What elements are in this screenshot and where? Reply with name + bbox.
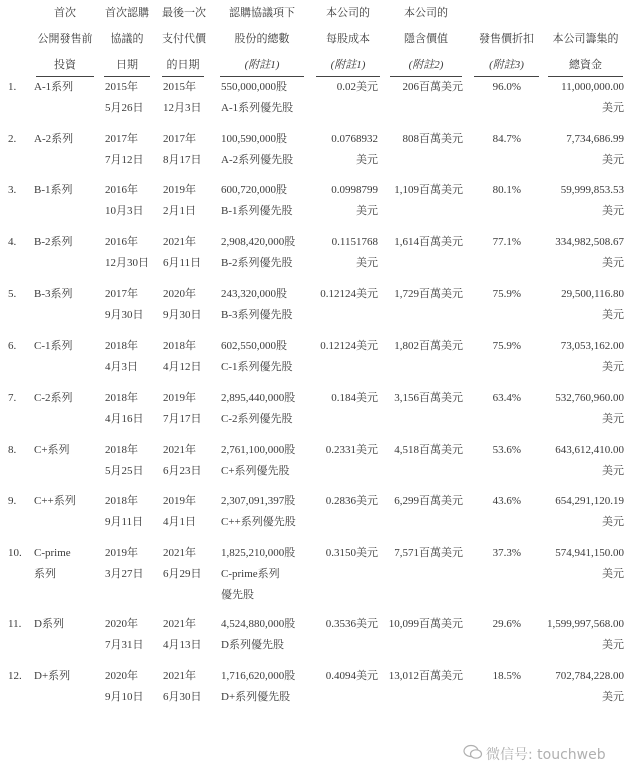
cell-series: C++系列 [34, 495, 76, 507]
cell-num: 7. [8, 392, 17, 404]
cell-series: D+系列 [34, 670, 71, 682]
cell-first: 2020年 [105, 670, 138, 682]
cell-amount: 美元 [602, 465, 624, 477]
column-header [390, 0, 462, 80]
header-line: 首次 [54, 7, 76, 19]
cell-value: 1,802百萬美元 [394, 340, 463, 352]
cell-series: B-2系列 [34, 236, 73, 248]
cell-discount: 37.3% [492, 547, 521, 559]
cell-num: 8. [8, 444, 17, 456]
cell-series: B-3系列 [34, 288, 73, 300]
cell-num: 3. [8, 184, 17, 196]
cell-shares: C-1系列優先股 [221, 361, 293, 373]
cell-num: 11. [8, 618, 22, 630]
cell-last: 2019年 [163, 392, 196, 404]
header-line: 協議的 [110, 33, 144, 45]
cell-amount: 702,784,228.00 [555, 670, 624, 682]
cell-first: 12月30日 [105, 257, 149, 269]
cell-shares: C+系列優先股 [221, 465, 290, 477]
cell-cost: 0.4094美元 [325, 670, 378, 682]
column-header [474, 0, 539, 80]
header-note: (附註1) [244, 59, 280, 71]
cell-amount: 美元 [602, 361, 624, 373]
cell-last: 2021年 [163, 444, 196, 456]
cell-amount: 1,599,997,568.00 [547, 618, 624, 630]
cell-num: 4. [8, 236, 17, 248]
header-note: (附註3) [489, 59, 524, 71]
cell-last: 2019年 [163, 184, 196, 196]
cell-shares: 4,524,880,000股 [221, 618, 296, 630]
header-line: 的日期 [166, 59, 200, 71]
cell-amount: 334,982,508.67 [555, 236, 624, 248]
cell-shares: B-2系列優先股 [221, 257, 293, 269]
column-header [104, 0, 150, 80]
cell-amount: 美元 [602, 516, 624, 528]
header-line [316, 52, 380, 78]
cell-last: 2019年 [163, 495, 196, 507]
cell-first: 2018年 [105, 495, 138, 507]
cell-discount: 53.6% [492, 444, 521, 456]
cell-last: 9月30日 [163, 309, 202, 321]
cell-cost: 美元 [356, 154, 378, 166]
cell-value: 206百萬美元 [402, 81, 463, 93]
cell-shares: 100,590,000股 [221, 133, 287, 145]
cell-value: 1,109百萬美元 [394, 184, 463, 196]
cell-value: 7,571百萬美元 [394, 547, 463, 559]
cell-cost: 美元 [356, 257, 378, 269]
cell-amount: 美元 [602, 205, 624, 217]
header-line: 公開發售前 [37, 33, 93, 45]
column-header [220, 0, 304, 80]
watermark-text: 微信号: touchweb [486, 747, 606, 763]
cell-num: 5. [8, 288, 17, 300]
cell-shares: 1,716,620,000股 [221, 670, 296, 682]
cell-discount: 84.7% [492, 133, 521, 145]
cell-first: 9月10日 [105, 691, 144, 703]
header-line: 發售價折扣 [479, 33, 534, 45]
cell-series: D系列 [34, 618, 64, 630]
cell-shares: 243,320,000股 [221, 288, 287, 300]
cell-amount: 美元 [602, 413, 624, 425]
cell-last: 6月11日 [163, 257, 202, 269]
cell-first: 2017年 [105, 133, 138, 145]
cell-amount: 美元 [602, 691, 624, 703]
cell-series: C-2系列 [34, 392, 73, 404]
cell-value: 10,099百萬美元 [388, 618, 463, 630]
cell-first: 5月25日 [105, 465, 144, 477]
cell-num: 1. [8, 81, 17, 93]
column-header [316, 0, 380, 80]
cell-cost: 美元 [356, 205, 378, 217]
cell-discount: 75.9% [492, 288, 521, 300]
cell-shares: A-2系列優先股 [221, 154, 294, 166]
cell-first: 5月26日 [105, 102, 144, 114]
cell-shares: C-prime系列 [221, 568, 280, 580]
header-line [390, 52, 462, 78]
cell-shares: C++系列優先股 [221, 516, 296, 528]
cell-amount: 美元 [602, 154, 624, 166]
header-line [220, 52, 304, 78]
cell-last: 2015年 [163, 81, 196, 93]
cell-amount: 美元 [602, 309, 624, 321]
cell-discount: 63.4% [492, 392, 521, 404]
cell-value: 13,012百萬美元 [388, 670, 463, 682]
cell-first: 7月31日 [105, 639, 144, 651]
cell-value: 3,156百萬美元 [394, 392, 463, 404]
cell-cost: 0.0768932 [331, 133, 378, 145]
header-line: 總資金 [569, 59, 602, 71]
cell-first: 2015年 [105, 81, 138, 93]
column-header [162, 0, 204, 80]
header-line: 支付代價 [162, 33, 206, 45]
cell-amount: 11,000,000.00 [561, 81, 624, 93]
cell-amount: 643,612,410.00 [555, 444, 624, 456]
cell-last: 4月12日 [163, 361, 202, 373]
cell-last: 6月29日 [163, 568, 202, 580]
header-line: 本公司的 [404, 7, 448, 19]
cell-first: 2018年 [105, 340, 138, 352]
cell-first: 9月30日 [105, 309, 144, 321]
cell-amount: 574,941,150.00 [555, 547, 624, 559]
cell-cost: 0.3536美元 [325, 618, 378, 630]
column-header [548, 0, 623, 80]
cell-discount: 75.9% [492, 340, 521, 352]
header-line: 本公司籌集的 [552, 33, 619, 45]
cell-shares: B-3系列優先股 [221, 309, 293, 321]
cell-shares: 602,550,000股 [221, 340, 287, 352]
cell-last: 2021年 [163, 670, 196, 682]
cell-amount: 美元 [602, 639, 624, 651]
cell-shares: 1,825,210,000股 [221, 547, 296, 559]
header-note: (附註2) [408, 59, 444, 71]
cell-shares: C-2系列優先股 [221, 413, 293, 425]
cell-last: 2021年 [163, 236, 196, 248]
watermark [463, 744, 606, 764]
cell-first: 7月12日 [105, 154, 144, 166]
cell-shares: B-1系列優先股 [221, 205, 293, 217]
cell-value: 1,729百萬美元 [394, 288, 463, 300]
cell-shares: 2,908,420,000股 [221, 236, 296, 248]
cell-discount: 80.1% [492, 184, 521, 196]
cell-series: C+系列 [34, 444, 70, 456]
header-line: 日期 [116, 59, 138, 71]
header-line: 股份的總數 [234, 33, 290, 45]
cell-last: 12月3日 [163, 102, 202, 114]
cell-last: 2017年 [163, 133, 196, 145]
header-line: 本公司的 [326, 7, 370, 19]
cell-first: 2018年 [105, 392, 138, 404]
cell-series: 系列 [34, 568, 56, 580]
cell-num: 9. [8, 495, 17, 507]
cell-cost: 0.1151768 [331, 236, 378, 248]
cell-amount: 73,053,162.00 [560, 340, 624, 352]
cell-first: 2016年 [105, 236, 138, 248]
header-line [474, 52, 539, 78]
header-line: 最後一次 [162, 7, 206, 19]
header-note: (附註1) [330, 59, 366, 71]
cell-shares: D系列優先股 [221, 639, 284, 651]
cell-cost: 0.02美元 [336, 81, 378, 93]
cell-last: 4月1日 [163, 516, 196, 528]
cell-cost: 0.12124美元 [320, 340, 378, 352]
cell-cost: 0.184美元 [331, 392, 378, 404]
cell-series: B-1系列 [34, 184, 73, 196]
cell-num: 10. [8, 547, 22, 559]
cell-first: 9月11日 [105, 516, 144, 528]
cell-discount: 18.5% [492, 670, 521, 682]
cell-last: 7月17日 [163, 413, 202, 425]
cell-last: 2月1日 [163, 205, 196, 217]
cell-first: 2016年 [105, 184, 138, 196]
cell-value: 6,299百萬美元 [394, 495, 463, 507]
cell-first: 10月3日 [105, 205, 144, 217]
cell-last: 2020年 [163, 288, 196, 300]
cell-last: 6月23日 [163, 465, 202, 477]
cell-last: 4月13日 [163, 639, 202, 651]
cell-num: 12. [8, 670, 22, 682]
cell-discount: 77.1% [492, 236, 521, 248]
cell-first: 2018年 [105, 444, 138, 456]
wechat-icon [463, 744, 483, 764]
header-line: 每股成本 [326, 33, 370, 45]
cell-cost: 0.2836美元 [325, 495, 378, 507]
cell-cost: 0.2331美元 [325, 444, 378, 456]
cell-amount: 654,291,120.19 [555, 495, 624, 507]
cell-shares: 2,307,091,397股 [221, 495, 296, 507]
cell-cost: 0.0998799 [331, 184, 378, 196]
cell-first: 2020年 [105, 618, 138, 630]
cell-amount: 7,734,686.99 [566, 133, 624, 145]
cell-value: 4,518百萬美元 [394, 444, 463, 456]
cell-discount: 96.0% [492, 81, 521, 93]
cell-shares: D+系列優先股 [221, 691, 291, 703]
cell-last: 6月30日 [163, 691, 202, 703]
header-line: 隱含價值 [404, 33, 448, 45]
cell-shares: 優先股 [221, 589, 254, 601]
cell-first: 2019年 [105, 547, 138, 559]
cell-shares: 550,000,000股 [221, 81, 287, 93]
cell-shares: 600,720,000股 [221, 184, 287, 196]
header-line: 認購協議項下 [229, 7, 295, 19]
cell-amount: 532,760,960.00 [555, 392, 624, 404]
cell-series: A-2系列 [34, 133, 74, 145]
cell-num: 6. [8, 340, 17, 352]
cell-amount: 59,999,853.53 [560, 184, 624, 196]
cell-first: 4月16日 [105, 413, 144, 425]
cell-series: A-1系列 [34, 81, 74, 93]
cell-last: 2018年 [163, 340, 196, 352]
cell-first: 4月3日 [105, 361, 138, 373]
cell-num: 2. [8, 133, 17, 145]
cell-shares: A-1系列優先股 [221, 102, 294, 114]
cell-series: C-1系列 [34, 340, 73, 352]
cell-series: C-prime [34, 547, 71, 559]
cell-cost: 0.3150美元 [325, 547, 378, 559]
cell-first: 2017年 [105, 288, 138, 300]
cell-last: 8月17日 [163, 154, 202, 166]
cell-last: 2021年 [163, 547, 196, 559]
cell-amount: 美元 [602, 568, 624, 580]
cell-amount: 美元 [602, 102, 624, 114]
header-line: 首次認購 [105, 7, 149, 19]
cell-amount: 29,500,116.80 [561, 288, 624, 300]
cell-cost: 0.12124美元 [320, 288, 378, 300]
cell-first: 3月27日 [105, 568, 144, 580]
cell-discount: 43.6% [492, 495, 521, 507]
cell-shares: 2,761,100,000股 [221, 444, 296, 456]
column-header [36, 0, 94, 80]
header-line: 投資 [54, 59, 76, 71]
cell-last: 2021年 [163, 618, 196, 630]
cell-value: 808百萬美元 [402, 133, 463, 145]
cell-value: 1,614百萬美元 [394, 236, 463, 248]
cell-shares: 2,895,440,000股 [221, 392, 296, 404]
cell-discount: 29.6% [492, 618, 521, 630]
cell-amount: 美元 [602, 257, 624, 269]
